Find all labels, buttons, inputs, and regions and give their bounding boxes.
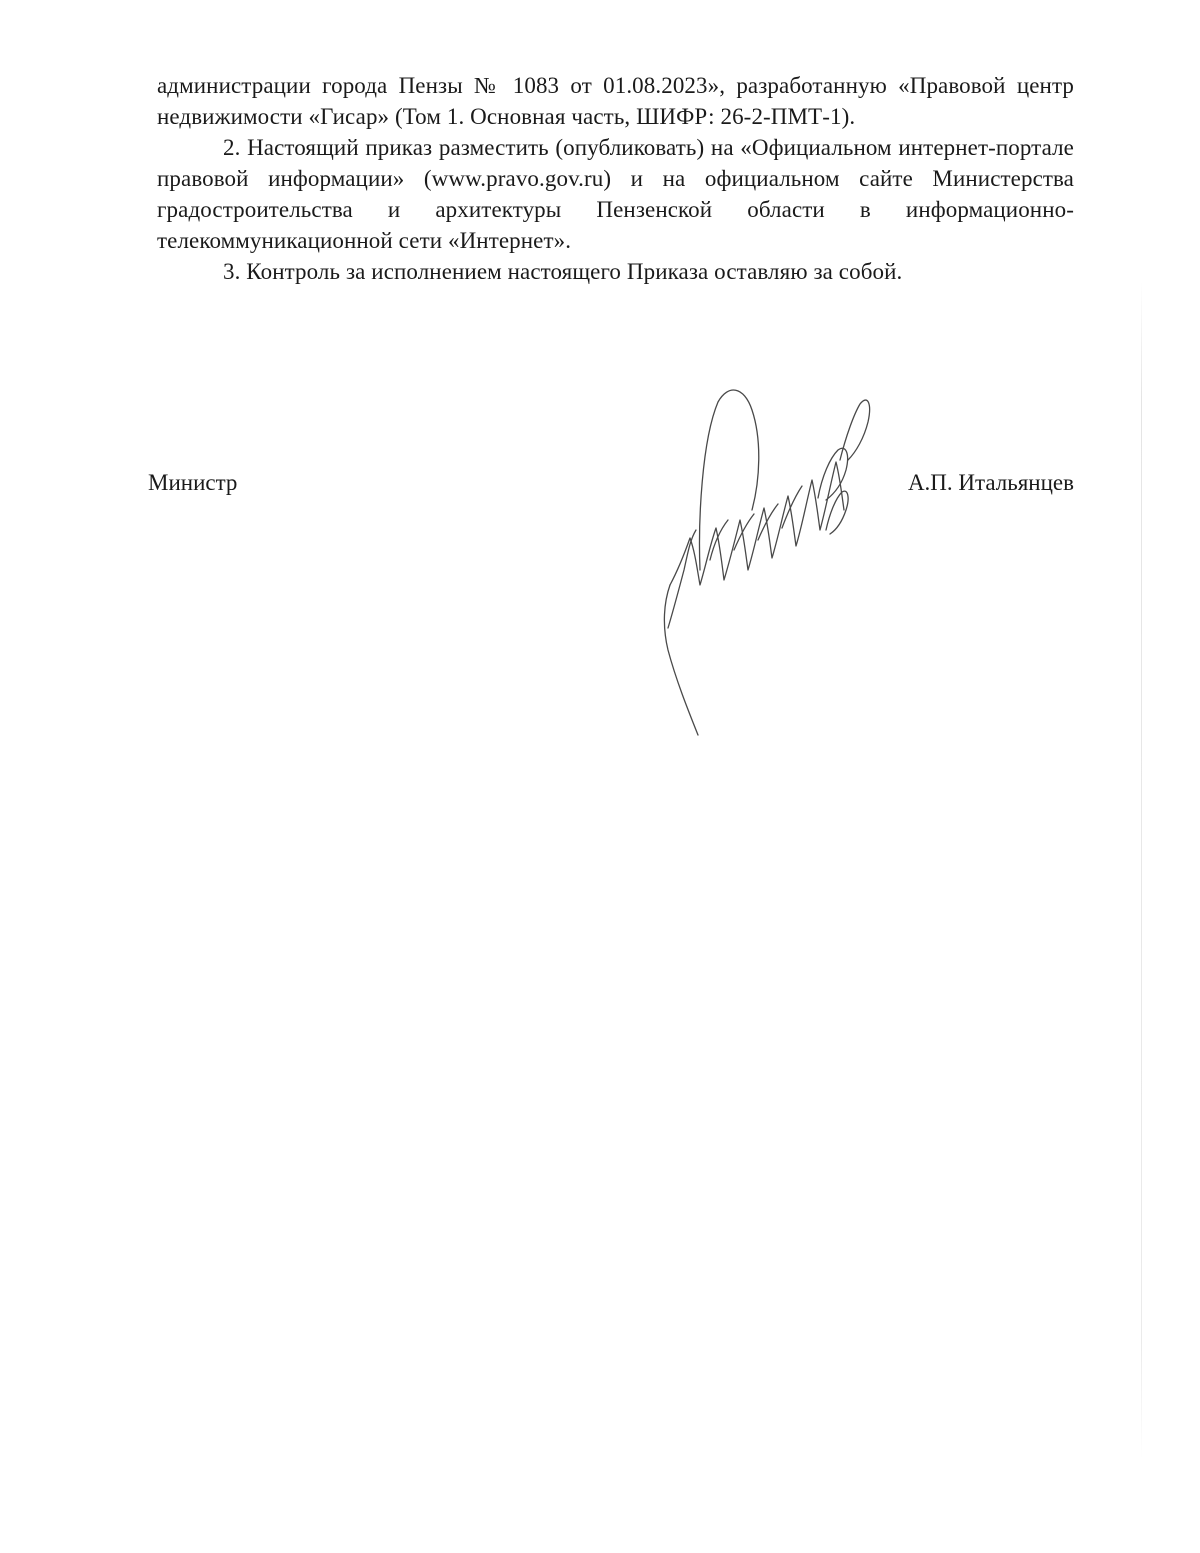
paragraph-continuation: администрации города Пензы № 1083 от 01.08.2023», разработанную «Правовой центр недвижимости «Гисар» (Том 1. Основная часть, ШИФР: 26-2-ПМТ-1). xyxy=(157,73,1074,129)
item-3-paragraph: 3. Контроль за исполнением настоящего Приказа оставляю за собой. xyxy=(223,259,903,284)
signature-block xyxy=(148,470,1074,510)
signer-position: Министр xyxy=(148,470,238,495)
item-2-paragraph: 2. Настоящий приказ разместить (опубликовать) на «Официальном интернет-портале правовой информации» (www.pravo.gov.ru) и на официальном сайте Министерства градостроительства и архитектуры Пензенской области в информационно-телекоммуникационной сети «Интернет». xyxy=(157,135,1074,253)
document-body xyxy=(157,70,1074,287)
signer-name: А.П. Итальянцев xyxy=(907,470,1074,495)
handwritten-signature xyxy=(640,380,880,740)
scan-edge-line xyxy=(1141,280,1142,1460)
